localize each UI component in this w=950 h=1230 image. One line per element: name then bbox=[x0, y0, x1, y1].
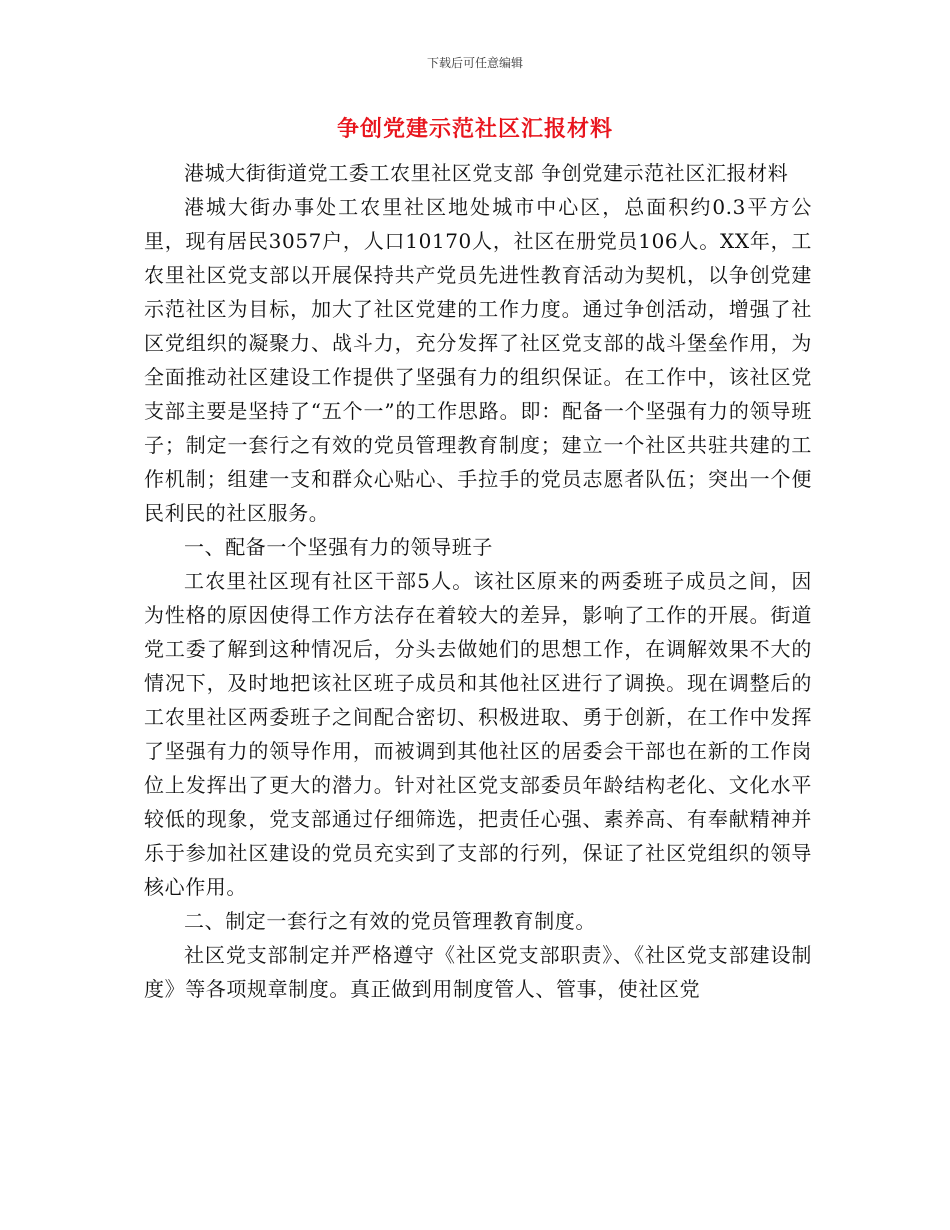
paragraph-subtitle: 港城大街街道党工委工农里社区党支部 争创党建示范社区汇报材料 bbox=[184, 161, 789, 185]
document-title: 争创党建示范社区汇报材料 bbox=[336, 117, 613, 142]
header-note: 下载后可任意编辑 bbox=[426, 56, 523, 70]
section-heading-1: 一、配备一个坚强有力的领导班子 bbox=[184, 535, 493, 559]
paragraph-section-1: 工农里社区现有社区干部5人。该社区原来的两委班子成员之间，因为性格的原因使得工作方法存在着较大的差异，影响了工作的开展。街道党工委了解到这种情况后，分头去做她们的思想工作，在调解效果不大的情况下，及时地把该社区班子成员和其他社区进行了调换。现在调整后的工农里社区两委班子之间配合密切、积极进取、勇于创新，在工作中发挥了坚强有力的领导作用，而被调到其他社区的居委会干部也在新的工作岗位上发挥出了更大的潜力。针对社区党支部委员年龄结构老化、文化水平较低的现象，党支部通过仔细筛选，把责任心强、素养高、有奉献精神并乐于参加社区建设的党员充实到了支部的行列，保证了社区党组织的领导核心作用。 bbox=[144, 569, 812, 899]
paragraph-overview: 港城大街办事处工农里社区地处城市中心区，总面积约0.3平方公里，现有居民3057户，人口10170人，社区在册党员106人。XX年，工农里社区党支部以开展保持共产党员先进性教育活动为契机，以争创党建示范社区为目标，加大了社区党建的工作力度。通过争创活动，增强了社区党组织的凝聚力、战斗力，充分发挥了社区党支部的战斗堡垒作用，为全面推动社区建设工作提供了坚强有力的组织保证。在工作中，该社区党支部主要是坚持了“五个一”的工作思路。即：配备一个坚强有力的领导班子；制定一套行之有效的党员管理教育制度；建立一个社区共驻共建的工作机制；组建一支和群众心贴心、手拉手的党员志愿者队伍；突出一个便民利民的社区服务。 bbox=[144, 195, 812, 525]
paragraph-section-2: 社区党支部制定并严格遵守《社区党支部职责》、《社区党支部建设制度》等各项规章制度。真正做到用制度管人、管事，使社区党 bbox=[144, 943, 812, 1001]
section-heading-2: 二、制定一套行之有效的党员管理教育制度。 bbox=[184, 909, 596, 933]
document-body bbox=[144, 156, 812, 1006]
